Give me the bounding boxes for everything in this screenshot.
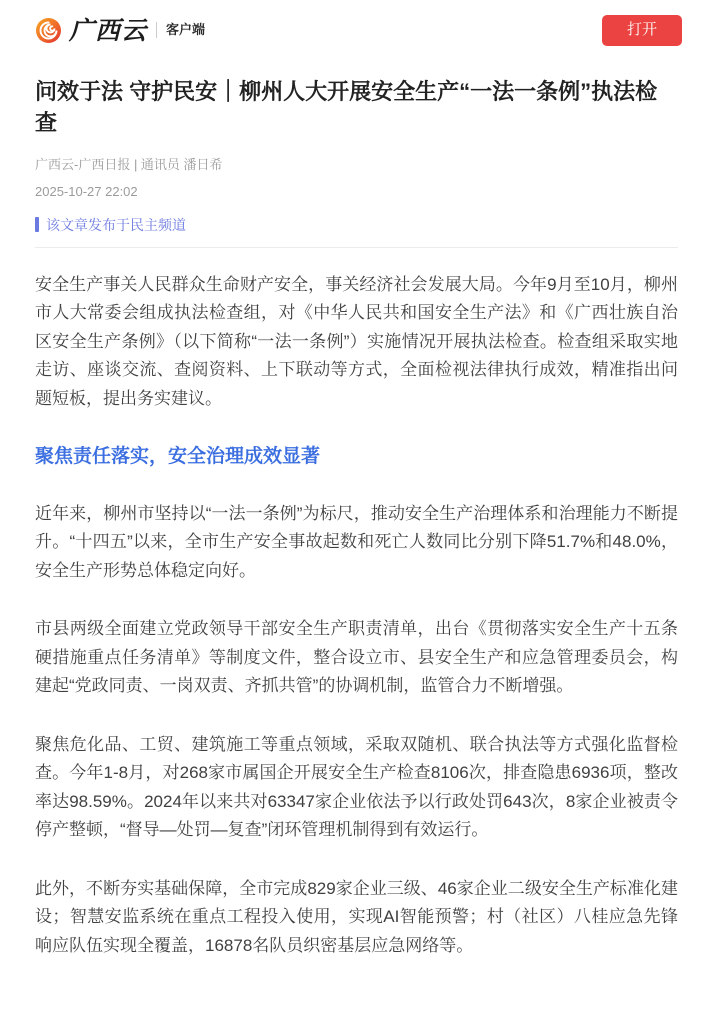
article-body <box>0 76 712 1020</box>
logo-suffix-label: 客户端 <box>156 22 205 38</box>
body-paragraph: 近年来，柳州市坚持以“一法一条例”为标尺，推动安全生产治理体系和治理能力不断提升。“十四五”以来，全市生产安全事故起数和死亡人数同比分别下降51.7%和48.0%，安全生产形势总体稳定向好。 <box>35 500 678 586</box>
swirl-cloud-logo-icon <box>35 17 62 44</box>
channel-notice <box>35 215 678 235</box>
article-title: 问效于法 守护民安｜柳州人大开展安全生产“一法一条例”执法检查 <box>35 76 678 138</box>
header-divider <box>35 247 678 248</box>
intro-paragraph: 安全生产事关人民群众生命财产安全，事关经济社会发展大局。今年9月至10月，柳州市人大常委会组成执法检查组，对《中华人民共和国安全生产法》和《广西壮族自治区安全生产条例》（以下简称“一法一条例”）实施情况开展执法检查。检查组采取实地走访、座谈交流、查阅资料、上下联动等方式，全面检视法律执行成效，精准指出问题短板，提出务实建议。 <box>35 271 678 414</box>
channel-notice-text: 该文章发布于民主频道 <box>46 215 186 235</box>
channel-notice-bar <box>35 217 39 232</box>
publish-timestamp: 2025-10-27 22:02 <box>35 184 678 199</box>
body-paragraph: 聚焦危化品、工贸、建筑施工等重点领域，采取双随机、联合执法等方式强化监督检查。今年1-8月，对268家市属国企开展安全生产检查8106次，排查隐患6936项，整改率达98.59%。2024年以来共对63347家企业依法予以行政处罚643次，8家企业被责令停产整顿，“督导—处罚—复查”闭环管理机制得到有效运行。 <box>35 731 678 845</box>
article-byline: 广西云-广西日报 | 通讯员 潘日希 <box>35 154 678 173</box>
open-app-button[interactable]: 打开 <box>602 15 682 46</box>
section-heading: 聚焦责任落实，安全治理成效显著 <box>35 445 678 470</box>
body-paragraph: 市县两级全面建立党政领导干部安全生产职责清单，出台《贯彻落实安全生产十五条硬措施重点任务清单》等制度文件，整合设立市、县安全生产和应急管理委员会，构建起“党政同责、一岗双责、齐抓共管”的协调机制，监管合力不断增强。 <box>35 615 678 701</box>
logo-wordmark: 广西云 <box>69 18 147 43</box>
app-banner <box>0 0 712 46</box>
brand-logo <box>35 17 205 44</box>
body-paragraph: 此外，不断夯实基础保障，全市完成829家企业三级、46家企业二级安全生产标准化建设；智慧安监系统在重点工程投入使用，实现AI智能预警；村（社区）八桂应急先锋响应队伍实现全覆盖，16878名队员织密基层应急网络等。 <box>35 875 678 961</box>
